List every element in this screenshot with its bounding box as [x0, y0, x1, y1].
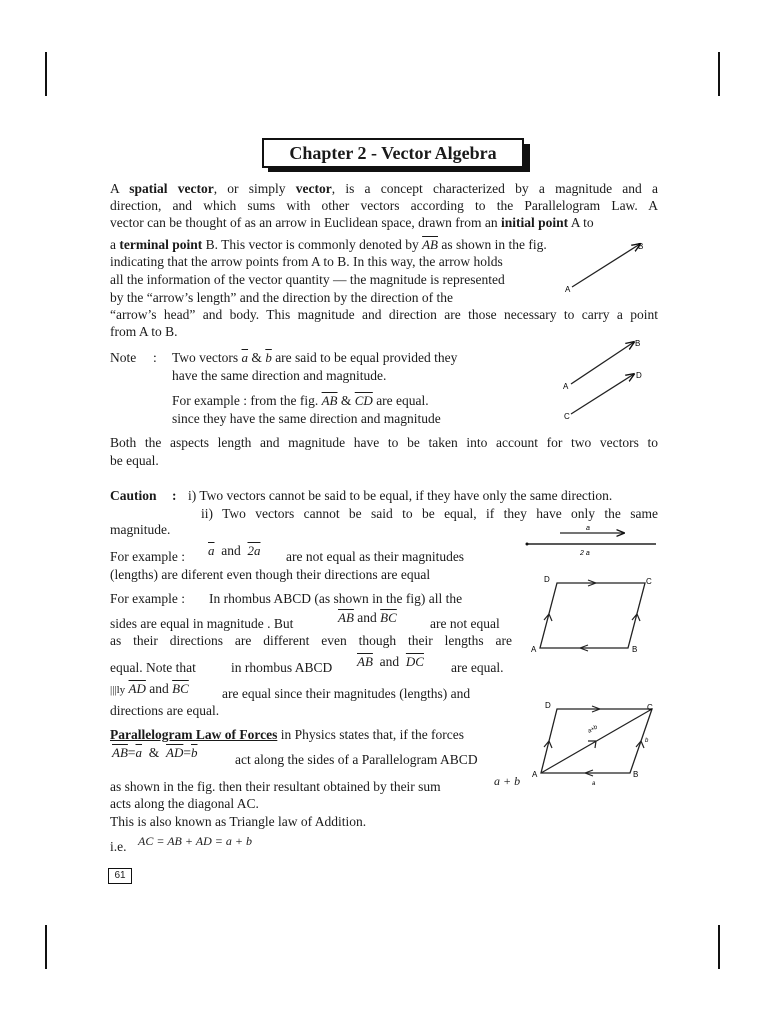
vector-b: $\overline{b}$	[265, 350, 272, 365]
rhombus-line-1a: For example :	[110, 591, 185, 606]
rhombus-line-2: sides are equal in magnitude . But	[110, 616, 294, 631]
term-initial-point: initial point	[500, 215, 569, 230]
svg-text:D: D	[636, 371, 642, 380]
svg-text:A: A	[563, 382, 569, 391]
intro-line-7: by the “arrow’s length” and the direction by the direction of the	[110, 290, 454, 305]
rhombus-line-4a: equal. Note that	[110, 660, 196, 675]
intro-line-4: a terminal point B. This vector is commonly denoted by $\overline{AB}$ as shown in the fig.	[110, 237, 547, 252]
svg-text:a: a	[592, 781, 596, 787]
term-spatial-vector: spatial vector	[129, 181, 214, 196]
rhombus-line-1b: In rhombus ABCD (as shown in the fig) all the	[209, 591, 463, 606]
caution-example-line-1: For example :	[110, 549, 185, 564]
page-number: 61	[108, 868, 132, 884]
vector-AD: $\overline{AD}$	[166, 745, 184, 760]
vector-b: $\overline{b}$	[191, 745, 198, 760]
svg-text:a: a	[586, 525, 590, 532]
rhombus-line-6: directions are equal.	[110, 703, 220, 718]
caution-item-2: ii) Two vectors cannot be said to be equal, if they have only the same	[201, 506, 658, 521]
svg-text:A: A	[565, 285, 571, 294]
caution-item-1: i) Two vectors cannot be said to be equal, if they have only the same direction.	[188, 488, 613, 503]
rhombus-line-2-vectors: $\overline{AB}$ and $\overline{BC}$	[338, 610, 397, 625]
svg-text:2 a: 2 a	[580, 550, 590, 557]
vector-AB: $\overline{AB}$	[422, 237, 438, 252]
figure-vector-ab	[565, 242, 643, 294]
figure-parallelogram	[532, 701, 653, 787]
note-line-1: Two vectors $\overline{a}$ & $\overline{b}$ are said to be equal provided they	[172, 350, 458, 365]
svg-text:A: A	[532, 770, 538, 779]
rhombus-line-4b: in rhombus ABCD	[231, 660, 333, 675]
both-line-1: Both the aspects length and magnitude have to be taken into account for two vectors to	[110, 435, 658, 450]
svg-text:a+b: a+b	[587, 724, 599, 735]
note-label: Note	[110, 350, 137, 365]
caution-example-line-2: (lengths) are diferent even though their directions are equal	[110, 567, 431, 582]
intro-line-8: “arrow’s head” and body. This magnitude and direction are those necessary to carry a point	[110, 307, 658, 322]
parallelogram-line-1: Parallelogram Law of Forces in Physics states that, if the forces	[110, 727, 465, 742]
term-vector: vector	[295, 181, 332, 196]
svg-text:D: D	[545, 701, 551, 710]
parallelogram-line-5: This is also known as Triangle law of Addition.	[110, 814, 367, 829]
chapter-title: Chapter 2 - Vector Algebra	[262, 138, 524, 168]
rhombus-line-4c: are equal.	[451, 660, 504, 675]
note-line-4: since they have the same direction and magnitude	[172, 411, 441, 426]
svg-text:D: D	[544, 575, 550, 584]
note-line-2: have the same direction and magnitude.	[172, 368, 387, 383]
svg-text:A: A	[531, 645, 537, 654]
equation-ac: AC = AB + AD = a + b	[138, 834, 252, 848]
caution-label: Caution	[110, 488, 157, 503]
vector-a: $\overline{a}$	[135, 745, 143, 760]
intro-line-2: direction, and which sums with other vectors according to the Parallelogram Law. A	[110, 198, 658, 213]
rhombus-line-4-vectors: $\overline{AB}$ and $\overline{DC}$	[357, 654, 424, 669]
intro-line-9: from A to B.	[110, 324, 178, 339]
vector-AB: $\overline{AB}$	[338, 610, 354, 625]
intro-line-5: indicating that the arrow points from A to B. In this way, the arrow holds	[110, 254, 503, 269]
parallelogram-line-4: acts along the diagonal AC.	[110, 796, 259, 811]
caution-item-2-cont: magnitude.	[110, 522, 171, 537]
vector-AB: $\overline{AB}$	[321, 393, 338, 408]
rhombus-line-5b: are equal since their magnitudes (lengths) and	[222, 686, 471, 701]
term-terminal-point: terminal point	[119, 237, 203, 252]
svg-text:C: C	[646, 577, 652, 586]
svg-text:C: C	[564, 412, 570, 421]
vector-a: $\overline{a}$	[241, 350, 249, 365]
vector-DC: $\overline{DC}$	[405, 654, 424, 669]
caution-example-line-1b: are not equal as their magnitudes	[286, 549, 465, 564]
both-line-2: be equal.	[110, 453, 159, 468]
intro-line-6: all the information of the vector quantity — the magnitude is represented	[110, 272, 505, 287]
intro-line-3: vector can be thought of as an arrow in Euclidean space, drawn from an initial point A to	[110, 215, 594, 230]
figure-rhombus	[531, 575, 652, 654]
vector-2a: 2a	[247, 543, 261, 558]
vector-AB: $\overline{AB}$	[112, 745, 128, 760]
rhombus-line-5-vectors: |||ly $\overline{AD}$ and $\overline{BC}$	[110, 681, 189, 696]
figure-equal-vectors	[563, 339, 642, 421]
rhombus-line-2b: are not equal	[430, 616, 500, 631]
svg-text:B: B	[638, 242, 644, 251]
parallelogram-ie: i.e.	[110, 839, 127, 854]
svg-text:C: C	[647, 703, 653, 712]
parallelogram-line-3: as shown in the fig. then their resultant obtained by their sum	[110, 779, 441, 794]
parallelogram-line-2: act along the sides of a Parallelogram ABCD	[235, 752, 478, 767]
rhombus-line-3: as their directions are different even though their lengths are	[110, 633, 512, 648]
vector-AB: $\overline{AB}$	[357, 654, 373, 669]
svg-text:b: b	[645, 738, 649, 744]
figure-a-and-2a	[526, 525, 657, 557]
note-colon: :	[153, 350, 157, 365]
svg-text:B: B	[635, 339, 641, 348]
svg-text:B: B	[632, 645, 638, 654]
vector-BC: $\overline{BC}$	[380, 610, 397, 625]
term-parallelogram-law: Parallelogram Law of Forces	[110, 727, 278, 742]
note-line-3: For example : from the fig. $\overline{AB}$ & $\overline{CD}$ are equal.	[172, 393, 429, 408]
parallelogram-forces: $\overline{AB}=\overline{a}$ & $\overline{AD}=\overline{b}$	[112, 745, 198, 760]
sum-a-plus-b: a + b	[494, 774, 521, 788]
vector-a: $\overline{a}$	[208, 543, 215, 558]
vector-CD: $\overline{CD}$	[354, 393, 373, 408]
intro-line-1: A spatial vector, or simply vector, is a concept characterized by a magnitude and a	[110, 181, 658, 196]
caution-colon: :	[172, 488, 177, 503]
vector-BC: $\overline{BC}$	[172, 681, 189, 696]
vector-AD: $\overline{AD}$	[128, 681, 146, 696]
caution-example-vectors: $\overline{a}$ and 2a	[208, 543, 261, 558]
svg-text:B: B	[633, 770, 639, 779]
